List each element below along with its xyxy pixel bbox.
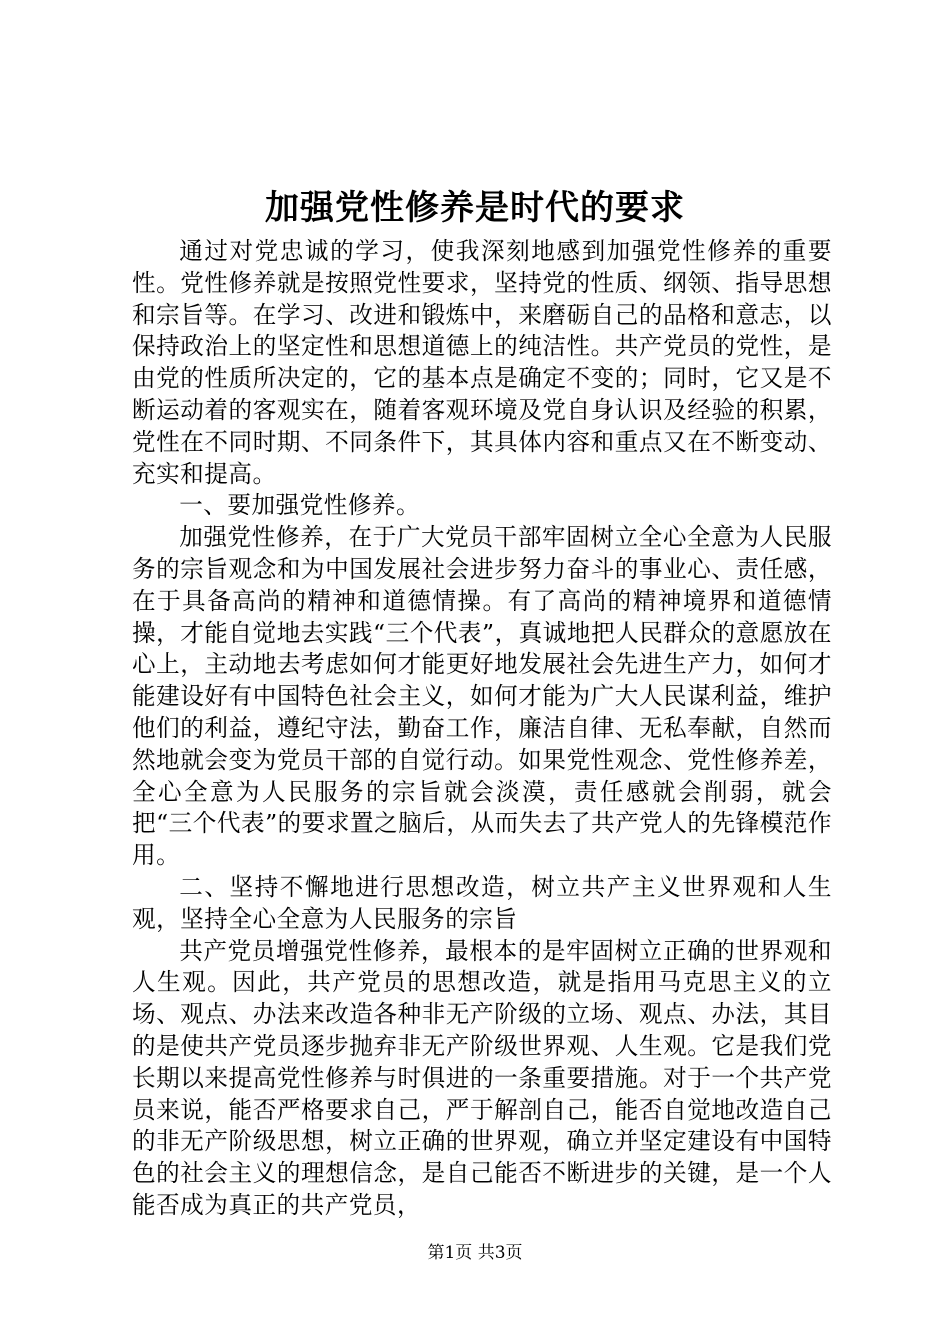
- paragraph-section-1: 加强党性修养，在于广大党员干部牢固树立全心全意为人民服务的宗旨观念和为中国发展社会进步努力奋斗的事业心、责任感，在于具备高尚的精神和道德情操。有了高尚的精神境界和道德情操，才能自觉地去实践“三个代表”，真诚地把人民群众的意愿放在心上，主动地去考虑如何才能更好地发展社会先进生产力，如何才能建设好有中国特色社会主义，如何才能为广大人民谋利益，维护他们的利益，遵纪守法，勤奋工作，廉洁自律、无私奉献，自然而然地就会变为党员干部的自觉行动。如果党性观念、党性修养差，全心全意为人民服务的宗旨就会淡漠，责任感就会削弱，就会把“三个代表”的要求置之脑后，从而失去了共产党人的先锋模范作用。: [132, 523, 832, 870]
- paragraph-section-2: 共产党员增强党性修养，最根本的是牢固树立正确的世界观和人生观。因此，共产党员的思想改造，就是指用马克思主义的立场、观点、办法来改造各种非无产阶级的立场、观点、办法，其目的是使共产党员逐步抛弃非无产阶级世界观、人生观。它是我们党长期以来提高党性修养与时俱进的一条重要措施。对于一个共产党员来说，能否严格要求自己，严于解剖自己，能否自觉地改造自己的非无产阶级思想，树立正确的世界观，确立并坚定建设有中国特色的社会主义的理想信念，是自己能否不断进步的关键，是一个人能否成为真正的共产党员，: [132, 936, 832, 1219]
- section-heading-1: 一、要加强党性修养。: [179, 491, 421, 520]
- document-title: 加强党性修养是时代的要求: [265, 188, 685, 228]
- section-heading-2: 二、坚持不懈地进行思想改造，树立共产主义世界观和人生观，坚持全心全意为人民服务的宗旨: [132, 872, 832, 933]
- paragraph-intro: 通过对党忠诚的学习，使我深刻地感到加强党性修养的重要性。党性修养就是按照党性要求，坚持党的性质、纲领、指导思想和宗旨等。在学习、改进和锻炼中，来磨砺自己的品格和意志，以保持政治上的坚定性和思想道德上的纯洁性。共产党员的党性，是由党的性质所决定的，它的基本点是确定不变的；同时，它又是不断运动着的客观实在，随着客观环境及党自身认识及经验的积累，党性在不同时期、不同条件下，其具体内容和重点又在不断变动、充实和提高。: [132, 237, 832, 488]
- document-body: [132, 236, 832, 1222]
- page-number-footer: 第1页 共3页: [427, 1243, 523, 1263]
